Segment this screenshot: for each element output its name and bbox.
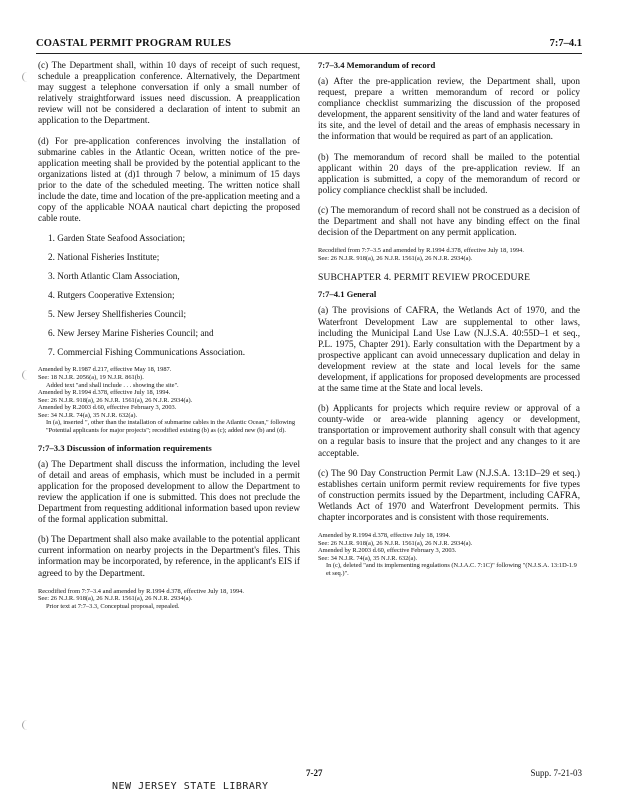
amendment-line: See: 26 N.J.R. 918(a), 26 N.J.R. 1561(a), 26 N.J.R. 2934(a). (38, 595, 193, 603)
paragraph-a: (a) The provisions of CAFRA, the Wetlands Act of 1970, and the Waterfront Development Law are supplemental to other laws, including the Municipal Land Use Law (N.J.S.A. 40:55D–1 et seq., P.L. 1975, Chapter 291). Early consultation with the Department by a prospective applicant can avoid unnecessary duplication and delay in development review at the state and local levels for the same development, if applications for proposed developments are processed at the same time at the State and local levels. (318, 305, 580, 394)
paragraph-b: (b) Applicants for projects which require review or approval of a county-wide or area-wide planning agency or development, transportation or improvement authority shall consult with that agency on a regular basis to insure that the project and any changes to it are acceptable. (318, 403, 580, 458)
list-item: 7. Commercial Fishing Communications Association. (48, 347, 246, 358)
amendment-line: See: 34 N.J.R. 74(a), 35 N.J.R. 632(a). (38, 411, 138, 419)
amendment-history (38, 588, 300, 611)
list-item: 3. North Atlantic Clam Association, (48, 271, 180, 282)
paragraph-b: (b) The Department shall also make available to the potential applicant current information on nearby projects in the Department's files. This information may be incorporated, by reference, in the applicant's EIS if agreed to by the Department. (38, 534, 300, 578)
amendment-line: Recodified from 7:7–3.5 and amended by R.1994 d.378, effective July 18, 1994. (318, 247, 524, 255)
list-item: 2. National Fisheries Institute; (48, 252, 160, 263)
margin-mark (22, 72, 29, 82)
paragraph-c: (c) The Department shall, within 10 days of receipt of such request, schedule a preapplication conference. Alternatively, the Department may suggest a telephone conversation if only a small number of relatively straightforward issues need discussion. A preapplication review will not be considered a declaration of intent to submit an application to the Department. (38, 60, 300, 126)
paragraph-d: (d) For pre-application conferences involving the installation of submarine cables in the Atlantic Ocean, written notice of the pre-application meeting shall be provided by the potential applicant to the organizations listed at (d)1 through 7 below, a minimum of 15 days prior to the date of the scheduled meeting. The written notice shall include the date, time and location of the pre-application meeting and a copy of the applicable NOAA nautical chart depicting the proposed cable route. (38, 135, 300, 224)
list-item: 5. New Jersey Shellfisheries Council; (48, 309, 187, 320)
list-item: 1. Garden State Seafood Association; (48, 233, 186, 244)
amendment-line: Amended by R.1994 d.378, effective July 18, 1994. (318, 532, 451, 540)
amendment-line: In (c), deleted "and its implementing regulations (N.J.A.C. 7:1C)" following "(N.J.S.A. 13:1D-1.9 et seq.)". (326, 562, 577, 578)
header-rule (36, 53, 582, 54)
paragraph-a: (a) After the pre-application review, the Department shall, upon request, prepare a written memorandum of record or policy compliance checklist summarizing the discussion of the proposed development, the apparent sensitivity of the land and water features of its site, and the level of detail and the areas of emphasis necessary in the information that would be required as part of an application. (318, 76, 580, 142)
amendment-line: Amended by R.1994 d.378, effective July 18, 1994. (38, 389, 171, 397)
list-item: 6. New Jersey Marine Fisheries Council; and (48, 328, 214, 339)
section-heading: 7:7–4.1 General (318, 289, 377, 300)
library-stamp: NEW JERSEY STATE LIBRARY (112, 781, 269, 792)
section-heading: 7:7–3.4 Memorandum of record (318, 60, 436, 70)
organization-list (38, 233, 300, 358)
amendment-line: Recodified from 7:7–3.4 and amended by R.1994 d.378, effective July 18, 1994. (38, 587, 244, 595)
paragraph-a: (a) The Department shall discuss the information, including the level of detail and areas of emphasis, which must be included in a permit application for the proposed development to allow the Department to review the application if one is submitted. This does not preclude the Department from requesting additional information based upon review of the formal application submittal. (38, 458, 300, 525)
amendment-line: Added text "and shall include . . . showing the site". (46, 381, 179, 389)
page-number: 7-27 (306, 768, 323, 778)
amendment-history (318, 532, 580, 578)
amendment-history (318, 247, 580, 262)
amendment-line: In (a), inserted ", other than the installation of submarine cables in the Atlantic Ocean," following "Potential applicants for major projects"; recodified existing (b) as (c); added new (b) and (d). (46, 419, 296, 435)
supplement-date: Supp. 7-21-03 (530, 768, 582, 778)
amendment-line: Amended by R.2003 d.60, effective February 3, 2003. (318, 547, 457, 555)
header-title: COASTAL PERMIT PROGRAM RULES (36, 38, 232, 49)
amendment-line: Amended by R.2003 d.60, effective February 3, 2003. (38, 404, 177, 412)
amendment-line: See: 26 N.J.R. 918(a), 26 N.J.R. 1561(a), 26 N.J.R. 2934(a). (318, 539, 473, 547)
section-heading: 7:7–3.3 Discussion of information requirements (38, 442, 212, 453)
paragraph-c: (c) The 90 Day Construction Permit Law (N.J.S.A. 13:1D–29 et seq.) establishes certain uniform permit review requirements for five types of construction permits issued by the Department, including CAFRA, Wetlands Act of 1970 and Waterfront Development permits. This chapter incorporates and is consistent with those requirements. (318, 467, 580, 522)
amendment-line: See: 34 N.J.R. 74(a), 35 N.J.R. 632(a). (318, 554, 418, 562)
amendment-line: See: 26 N.J.R. 918(a), 26 N.J.R. 1561(a), 26 N.J.R. 2934(a). (318, 254, 473, 262)
right-column (318, 60, 580, 586)
subchapter-heading: SUBCHAPTER 4. PERMIT REVIEW PROCEDURE (318, 272, 531, 284)
margin-mark (22, 720, 29, 730)
amendment-line: See: 18 N.J.R. 2056(a), 19 N.J.R. 861(b). (38, 373, 144, 381)
margin-mark (22, 370, 29, 380)
running-header (36, 38, 582, 52)
list-item: 4. Rutgers Cooperative Extension; (48, 290, 175, 301)
amendment-line: Prior text at 7:7–3.3, Conceptual proposal, repealed. (46, 602, 180, 610)
header-section-number: 7:7–4.1 (549, 38, 582, 49)
amendment-line: Amended by R.1987 d.217, effective May 18, 1987. (38, 366, 172, 374)
paragraph-c: (c) The memorandum of record shall not be construed as a decision of the Department and shall not have any binding effect on the final decision of the Department on any permit application. (318, 204, 580, 238)
paragraph-b: (b) The memorandum of record shall be mailed to the potential applicant within 20 days of the pre-application review. If an application is submitted, a copy of the memorandum of record or policy compliance checklist shall be included. (318, 151, 580, 195)
left-column (38, 60, 300, 618)
amendment-history (38, 366, 300, 434)
amendment-line: See: 26 N.J.R. 918(a), 26 N.J.R. 1561(a), 26 N.J.R. 2934(a). (38, 396, 193, 404)
